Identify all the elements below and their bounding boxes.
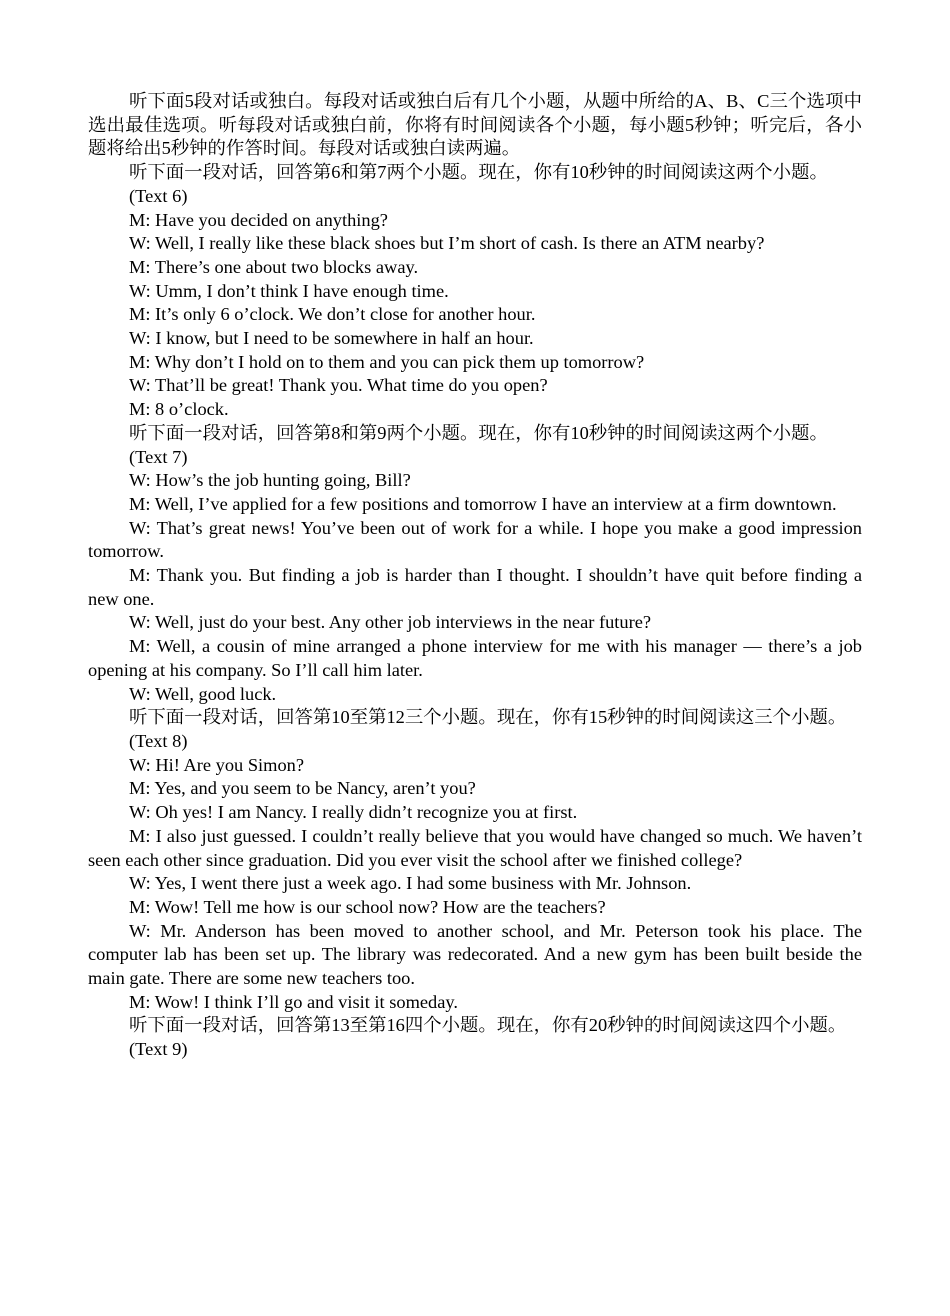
dialogue-line: M: Thank you. But finding a job is harder than I thought. I shouldn’t have quit before finding a new one. (88, 565, 862, 609)
text-heading: (Text 6) (129, 185, 188, 206)
dialogue-line: W: Oh yes! I am Nancy. I really didn’t recognize you at first. (129, 802, 578, 823)
dialogue-line: M: It’s only 6 o’clock. We don’t close for another hour. (129, 304, 536, 325)
dialogue-line: W: Well, I really like these black shoes but I’m short of cash. Is there an ATM nearby? (129, 233, 765, 254)
dialogue-line: W: Well, good luck. (129, 683, 277, 704)
dialogue-line: M: I also just guessed. I couldn’t really believe that you would have changed so much. We haven’t seen each other since graduation. Did you ever visit the school after we finished college? (88, 825, 862, 870)
dialogue-line: M: Yes, and you seem to be Nancy, aren’t you? (129, 778, 476, 799)
dialogue-line: M: Wow! I think I’ll go and visit it someday. (129, 991, 459, 1012)
text-heading: (Text 9) (129, 1039, 188, 1060)
dialogue-line: W: Yes, I went there just a week ago. I had some business with Mr. Johnson. (129, 873, 692, 894)
dialogue-line: M: 8 o’clock. (129, 399, 229, 420)
dialogue-line: M: There’s one about two blocks away. (129, 256, 419, 277)
instruction-paragraph: 听下面一段对话，回答第10至第12三个小题。现在，你有15秒钟的时间阅读这三个小题。 (129, 707, 847, 728)
instruction-paragraph: 听下面一段对话，回答第13至第16四个小题。现在，你有20秒钟的时间阅读这四个小题。 (129, 1015, 847, 1036)
dialogue-line: M: Have you decided on anything? (129, 209, 388, 230)
text-heading: (Text 7) (129, 446, 188, 467)
dialogue-line: W: That’s great news! You’ve been out of work for a while. I hope you make a good impression tomorrow. (88, 517, 862, 562)
dialogue-line: M: Well, a cousin of mine arranged a phone interview for me with his manager — there’s a job opening at his company. So I’ll call him later. (88, 636, 862, 680)
dialogue-line: M: Well, I’ve applied for a few positions and tomorrow I have an interview at a firm downtown. (129, 493, 837, 514)
dialogue-line: W: Hi! Are you Simon? (129, 754, 305, 775)
dialogue-line: M: Wow! Tell me how is our school now? How are the teachers? (129, 896, 606, 917)
instruction-paragraph: 听下面一段对话，回答第8和第9两个小题。现在，你有10秒钟的时间阅读这两个小题。 (129, 422, 828, 443)
dialogue-line: W: Well, just do your best. Any other job interviews in the near future? (129, 612, 652, 633)
dialogue-line: M: Why don’t I hold on to them and you can pick them up tomorrow? (129, 351, 645, 372)
dialogue-line: W: I know, but I need to be somewhere in half an hour. (129, 328, 534, 349)
dialogue-line: W: That’ll be great! Thank you. What time do you open? (129, 375, 548, 396)
dialogue-line: W: How’s the job hunting going, Bill? (129, 470, 411, 491)
dialogue-line: W: Mr. Anderson has been moved to another school, and Mr. Peterson took his place. The computer lab has been set up. The library was redecorated. And a new gym has been built beside the main gate. There are some new teachers too. (88, 920, 862, 989)
instruction-paragraph: 听下面5段对话或独白。每段对话或独白后有几个小题，从题中所给的A、B、C三个选项中选出最佳选项。听每段对话或独白前，你将有时间阅读各个小题，每小题5秒钟；听完后，各小题将给出5秒钟的作答时间。每段对话或独白读两遍。 (88, 91, 862, 159)
instruction-paragraph: 听下面一段对话，回答第6和第7两个小题。现在，你有10秒钟的时间阅读这两个小题。 (129, 162, 828, 183)
dialogue-line: W: Umm, I don’t think I have enough time. (129, 280, 449, 301)
text-heading: (Text 8) (129, 730, 188, 751)
